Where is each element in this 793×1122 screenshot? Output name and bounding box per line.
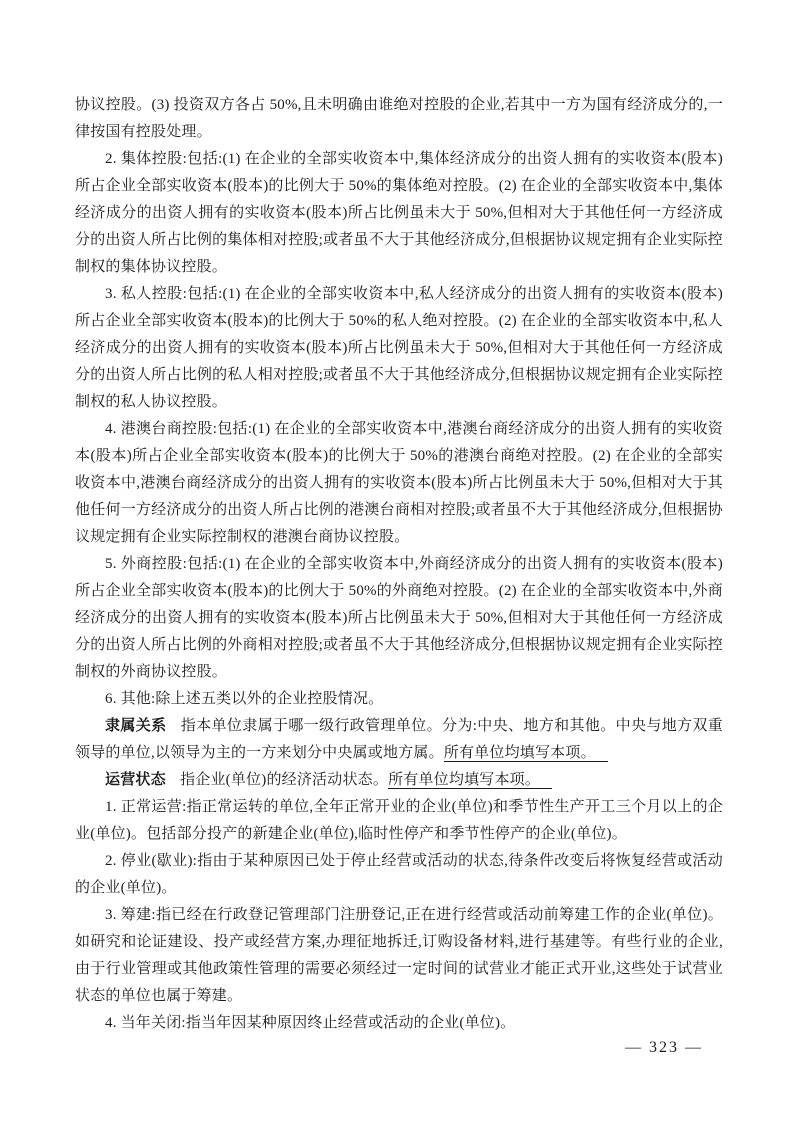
paragraph-under-construction: 3. 筹建:指已经在行政登记管理部门注册登记,正在进行经营或活动前筹建工作的企业(单位)。如研究和论证建设、投产或经营方案,办理征地拆迁,订购设备材料,进行基建等。有些行业的企业,由于行业管理或其他政策性管理的需要必须经过一定时间的试营业才能正式开业,这些处于试营业状态的单位也属于筹建。 [75,907,723,1004]
page-number [625,1038,703,1058]
paragraph-collective-holding: 2. 集体控股:包括:(1) 在企业的全部实收资本中,集体经济成分的出资人拥有的实收资本(股本)所占企业全部实收资本(股本)的比例大于 50%的集体绝对控股。(2) 在企业的全部实收资本中,集体经济成分的出资人拥有的实收资本(股本)所占比例虽未大于 50%,但相对大于其他任何一方经济成分的出资人所占比例的集体相对控股;或者虽不大于其他经济成分,但根据协议规定拥有企业实际控制权的集体协议控股。 [75,151,723,275]
operating-status-term-label: 运营状态 [105,772,166,788]
affiliation-definition: 指本单位隶属于哪一级行政管理单位。分为:中央、地方和其他。中央与地方双重领导的单位,以领导为主的一方来划分中央属或地方属。 [75,718,723,761]
affiliation-underlined-note: 所有单位均填写本项。 [444,745,608,762]
paragraph-normal-operation: 1. 正常运营:指正常运转的单位,全年正常开业的企业(单位)和季节性生产开工三个月以上的企业(单位)。包括部分投产的新建企业(单位),临时性停产和季节性停产的企业(单位)。 [75,799,723,842]
paragraph-hmt-holding: 4. 港澳台商控股:包括:(1) 在企业的全部实收资本中,港澳台商经济成分的出资人拥有的实收资本(股本)所占企业全部实收资本(股本)的比例大于 50%的港澳台商绝对控股。(2) 在企业的全部实收资本中,港澳台商经济成分的出资人拥有的实收资本(股本)所占比例虽未大于 50%,但相对大于其他任何一方经济成分的出资人所占比例的港澳台商相对控股;或者虽不大于其他经济成分,但根据协议规定拥有企业实际控制权的港澳台商协议控股。 [75,421,723,545]
page-number-label: — 323 — [625,1039,703,1056]
paragraph-operating-status [75,767,723,794]
paragraph-affiliation [75,713,723,767]
paragraph-intro-continuation: 协议控股。(3) 投资双方各占 50%,且未明确由谁绝对控股的企业,若其中一方为国有经济成分的,一律按国有控股处理。 [75,97,723,140]
document-body [75,92,723,1037]
paragraph-foreign-holding: 5. 外商控股:包括:(1) 在企业的全部实收资本中,外商经济成分的出资人拥有的实收资本(股本)所占企业全部实收资本(股本)的比例大于 50%的外商绝对控股。(2) 在企业的全部实收资本中,外商经济成分的出资人拥有的实收资本(股本)所占比例虽未大于 50%,但相对大于其他任何一方经济成分的出资人所占比例的外商相对控股;或者虽不大于其他经济成分,但根据协议规定拥有企业实际控制权的外商协议控股。 [75,556,723,680]
affiliation-term-label: 隶属关系 [105,718,167,734]
paragraph-closed-current-year: 4. 当年关闭:指当年因某种原因终止经营或活动的企业(单位)。 [105,1015,516,1031]
paragraph-suspended: 2. 停业(歇业):指由于某种原因已处于停止经营或活动的状态,待条件改变后将恢复经营或活动的企业(单位)。 [75,853,723,896]
operating-status-underlined-note: 所有单位均填写本项。 [388,772,552,789]
paragraph-other-holding: 6. 其他:除上述五类以外的企业控股情况。 [105,691,384,707]
operating-status-definition: 指企业(单位)的经济活动状态。 [180,772,389,788]
paragraph-private-holding: 3. 私人控股:包括:(1) 在企业的全部实收资本中,私人经济成分的出资人拥有的实收资本(股本)所占企业全部实收资本(股本)的比例大于 50%的私人绝对控股。(2) 在企业的全部实收资本中,私人经济成分的出资人拥有的实收资本(股本)所占比例虽未大于 50%,但相对大于其他任何一方经济成分的出资人所占比例的私人相对控股;或者虽不大于其他经济成分,但根据协议规定拥有企业实际控制权的私人协议控股。 [75,286,723,410]
